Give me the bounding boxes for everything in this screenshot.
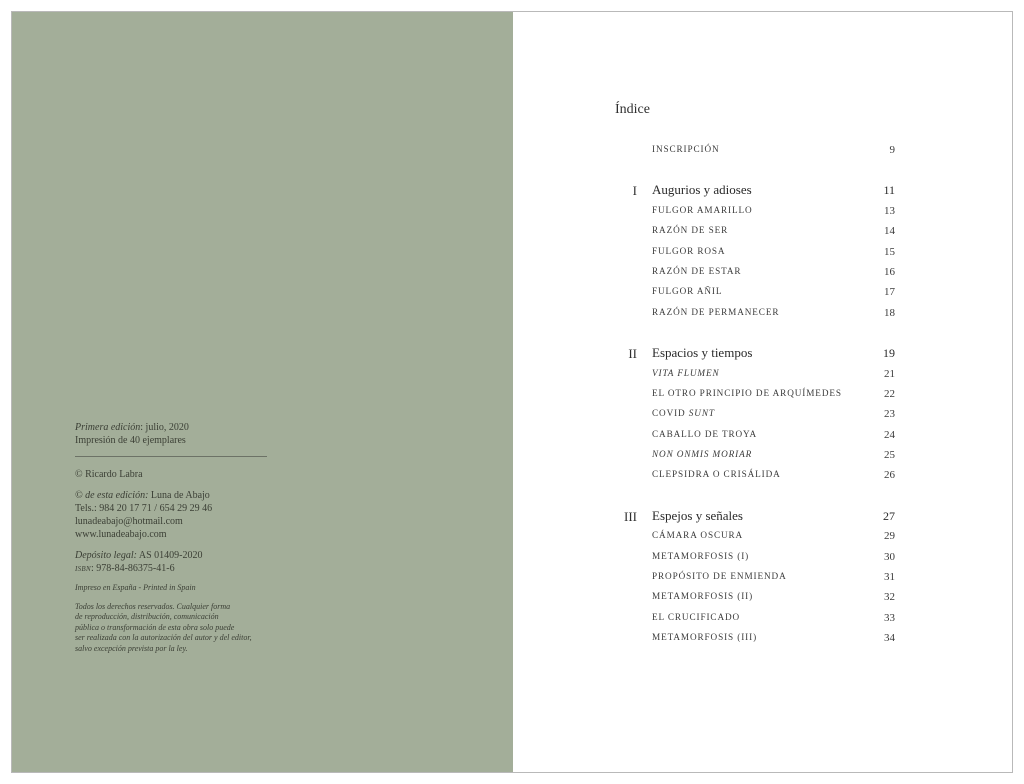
section-page: 11: [883, 183, 895, 198]
toc-entry-intro[interactable]: [615, 140, 895, 160]
rights-line: de reproducción, distribución, comunicación: [75, 612, 219, 621]
toc-entry[interactable]: CABALLO DE TROYA 24: [652, 428, 895, 441]
rights-line: Todos los derechos reservados. Cualquier forma: [75, 601, 231, 611]
toc-entry[interactable]: CÁMARA OSCURA 29: [652, 530, 895, 543]
printed-in: Impreso en España - Printed in Spain: [75, 583, 196, 592]
toc-entry[interactable]: FULGOR ROSA 15: [652, 245, 895, 258]
divider: [75, 456, 267, 457]
section-numeral: II: [628, 346, 637, 362]
section-page: 19: [883, 346, 895, 361]
copyright-page: [12, 12, 513, 772]
index-page: [513, 12, 1012, 772]
book-spread: [11, 11, 1013, 773]
toc-section-1[interactable]: [615, 180, 895, 200]
toc-entry[interactable]: RAZÓN DE SER 14: [652, 225, 895, 238]
phones: Tels.: 984 20 17 71 / 654 29 29 46: [75, 503, 213, 514]
website: www.lunadeabajo.com: [75, 529, 167, 540]
table-of-contents: [615, 140, 895, 649]
toc-entry[interactable]: COVID SUNT 23: [652, 408, 895, 421]
toc-entry[interactable]: METAMORFOSIS (I) 30: [652, 550, 895, 563]
section-title: Espejos y señales: [652, 507, 743, 523]
toc-entry[interactable]: RAZÓN DE ESTAR 16: [652, 265, 895, 278]
section-title: Espacios y tiempos: [652, 345, 753, 361]
toc-entry[interactable]: PROPÓSITO DE ENMIENDA 31: [652, 571, 895, 584]
section-numeral: I: [632, 183, 637, 199]
toc-entry[interactable]: EL OTRO PRINCIPIO DE ARQUÍMEDES 22: [652, 387, 895, 400]
section-title: Augurios y adioses: [652, 182, 752, 198]
toc-section-3[interactable]: [615, 506, 895, 526]
toc-entry[interactable]: METAMORFOSIS (III) 34: [652, 632, 895, 645]
toc-entry-label: INSCRIPCIÓN: [652, 144, 720, 154]
toc-entry[interactable]: METAMORFOSIS (II) 32: [652, 591, 895, 604]
legal-deposit: Depósito legal: AS 01409-2020: [75, 550, 203, 561]
toc-entry[interactable]: RAZÓN DE PERMANECER 18: [652, 306, 895, 319]
toc-entry[interactable]: FULGOR AÑIL 17: [652, 286, 895, 299]
isbn: isbn: 978-84-86375-41-6: [75, 563, 175, 574]
rights-line: ser realizada con la autorización del autor y del editor,: [75, 633, 252, 642]
section-page: 27: [883, 508, 895, 523]
print-run: Impresión de 40 ejemplares: [75, 435, 186, 446]
toc-section-2[interactable]: [615, 343, 895, 363]
email: lunadeabajo@hotmail.com: [75, 516, 183, 527]
toc-entry[interactable]: NON ONMIS MORIAR 25: [652, 449, 895, 462]
edition-holder: © de esta edición: Luna de Abajo: [75, 490, 210, 501]
section-numeral: III: [624, 508, 637, 524]
toc-entry[interactable]: VITA FLUMEN 21: [652, 367, 895, 380]
toc-entry[interactable]: CLEPSIDRA O CRISÁLIDA 26: [652, 469, 895, 482]
copyright-holder: © Ricardo Labra: [75, 469, 143, 480]
rights-line: pública o transformación de esta obra solo puede: [75, 622, 235, 632]
index-title: Índice: [615, 102, 650, 117]
toc-entry[interactable]: EL CRUCIFICADO 33: [652, 611, 895, 624]
colophon: [75, 421, 270, 654]
toc-entry-page: 9: [889, 144, 895, 156]
rights-line: salvo excepción prevista por la ley.: [75, 643, 188, 653]
edition-line: Primera edición: julio, 2020: [75, 422, 189, 433]
toc-entry[interactable]: FULGOR AMARILLO 13: [652, 204, 895, 217]
